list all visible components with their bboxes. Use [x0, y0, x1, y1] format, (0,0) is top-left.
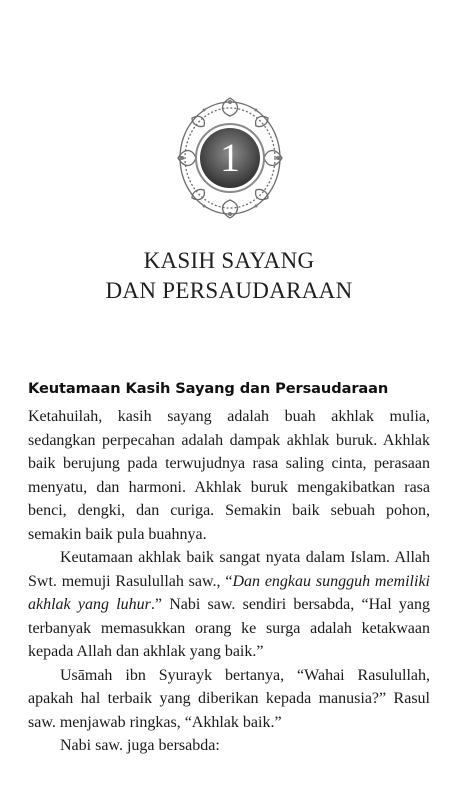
body-text [28, 405, 430, 758]
paragraph-1: Ketahuilah, kasih sayang adalah buah akhlak mulia, sedangkan perpecahan adalah dampak akhlak buruk. Akhlak baik berujung pada terwujudnya rasa saling cinta, perasaan menyatu, dan harmoni. Akhlak buruk mengakibatkan rasa benci, dengki, dan curiga. Semakin baik sebuah pohon, semakin baik pula buahnya. [28, 408, 430, 543]
quran-quote: Dan engkau sungguh memiliki akhlak yang luhur [28, 572, 430, 613]
paragraph-2-start: Keutamaan akhlak baik sangat nyata dalam Islam. Allah Swt. memuji Rasulullah saw., “ [28, 549, 430, 590]
paragraph-4: Nabi saw. juga bersabda: [60, 737, 220, 754]
section-heading: Keutamaan Kasih Sayang dan Persaudaraan [28, 380, 389, 397]
paragraph-3: Usāmah ibn Syurayk bertanya, “Wahai Rasulullah, apakah hal terbaik yang diberikan kepada manusia?” Rasul saw. menjawab ringkas, “Akhlak baik.” [28, 666, 430, 731]
paragraph-2-end: .” Nabi saw. sendiri bersabda, “Hal yang terbanyak memasukkan orang ke surga adalah ketakwaan kepada Allah dan akhlak yang baik.” [28, 596, 430, 660]
chapter-number: 1 [220, 135, 240, 180]
chapter-title-line2: DAN PERSAUDARAAN [105, 278, 353, 303]
chapter-title-line1: KASIH SAYANG [143, 248, 315, 273]
paragraph-2 [28, 546, 430, 664]
